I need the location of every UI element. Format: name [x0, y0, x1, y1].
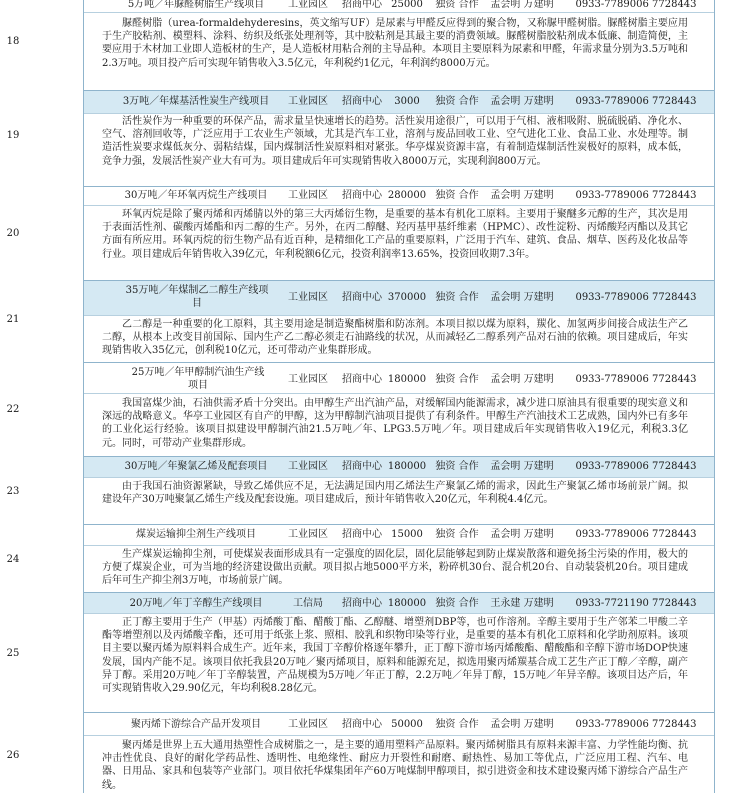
project-coop-type: 独资 合作 [435, 461, 479, 472]
project-20 [6, 186, 714, 280]
project-coop-type: 独资 合作 [435, 0, 479, 10]
project-phone: 0933-7789006 7728443 [575, 96, 697, 107]
project-name: 30万吨／年环氧丙烷生产线项目 [124, 190, 268, 201]
project-phone: 0933-7789006 7728443 [575, 529, 697, 540]
project-mode: 招商中心 [342, 529, 382, 540]
project-mode: 招商中心 [342, 719, 382, 730]
project-investment: 180000 [387, 374, 427, 385]
project-phone: 0933-7789006 7728443 [575, 719, 697, 730]
project-coop-type: 独资 合作 [435, 292, 479, 303]
project-21 [6, 280, 714, 362]
project-contact: 孟会明 万建明 [490, 374, 554, 385]
project-header [84, 524, 714, 546]
project-contact: 孟会明 万建明 [490, 292, 554, 303]
project-mode: 招商中心 [342, 374, 382, 385]
project-name: 3万吨／年煤基活性炭生产线项目 [122, 96, 270, 107]
project-description: 我国富煤少油，石油供需矛盾十分突出。由甲醇生产出汽油产品，对缓解国内能源需求，减少进口原油具有很重要的现实意义和深远的战略意义。华亭工业园区有自产的甲醇，这为甲醇制汽油项目提供了有利条件。甲醇生产汽油技术工艺成熟，国内外已有多年的工业化运行经验。该项目拟建设甲醇制汽油21.5万吨／年、LPG3.5万吨／年。项目建成后年实现销售收入19亿元，利税3.3亿元。同时，可带动产业集群形成。 [102, 398, 688, 449]
project-coop-type: 独资 合作 [435, 374, 479, 385]
project-number: 22 [6, 404, 20, 415]
project-number: 23 [6, 486, 20, 497]
project-header [84, 362, 714, 394]
project-contact: 王永建 万建明 [490, 598, 554, 609]
project-contact: 孟会明 万建明 [490, 0, 554, 10]
project-phone: 0933-7721190 7728443 [575, 598, 697, 609]
project-24 [6, 524, 714, 592]
project-number: 20 [6, 228, 20, 239]
project-name: 20万吨／年丁辛醇生产线项目 [129, 598, 263, 609]
project-header [84, 90, 714, 114]
project-number: 25 [6, 648, 20, 659]
project-coop-type: 独资 合作 [435, 529, 479, 540]
project-location: 工业园区 [288, 461, 328, 472]
project-18 [6, 0, 714, 87]
project-investment: 25000 [391, 0, 423, 10]
project-description: 环氧丙烷是除了聚丙烯和丙烯腈以外的第三大丙烯衍生物，是重要的基本有机化工原料。主要用于聚醚多元醇的生产，其次是用于表面活性剂、碳酸丙烯酯和丙二醇的生产。另外，在丙二醇醚、羟丙基甲基纤维素（HPMC）、改性淀粉、丙烯酸羟丙酯以及其它方面有所应用。环氧丙烷的衍生物产品有近百种，是精细化工产品的重要原料，广泛用于汽车、建筑、食品、烟草、医药及化妆品等行业。项目建成后年销售收入39亿元，年利税额6亿元，投资利润率13.65%，投资回收期7.3年。 [102, 209, 688, 260]
project-coop-type: 独资 合作 [435, 719, 479, 730]
project-description: 正丁醇主要用于生产（甲基）丙烯酸丁酯、醋酸丁酯、乙醇醚、增塑剂DBP等，也可作溶剂。辛醇主要用于生产邻苯二甲酸二辛酯等增塑剂以及丙烯酸辛酯，还可用于纸张上浆、照相、胶乳和织物印染等行业，是重要的基本有机化工原料和化学助剂原料。该项目主要以聚丙烯为原料料合成生产。近年来，我国丁辛醇价格逐年攀升，正丁醇下游市场丙烯酸酯、醋酸酯和辛醇下游市场DOP快速发展，国内产能不足。该项目依托我县20万吨／聚丙烯项目，原料和能源充足，拟选用聚丙烯羰基合成工艺生产正丁醇／辛醇，副产异丁醇。采用20万吨／年丁辛醇装置，产品规模为5万吨／年正丁醇，2.2万吨／年异丁醇，15万吨／年异辛醇。该项目达产后，年可实现销售收入29.90亿元，年均利税8.28亿元。 [102, 617, 688, 695]
project-description: 生产煤炭运输抑尘剂，可使煤炭表面形成具有一定强度的固化层，固化层能够起到防止煤炭散落和避免扬尘污染的作用，极大的方便了煤炭企业，可为当地的经济建设做出贡献。项目拟占地5000平方米，粉碎机30台、混合机20台、自动装袋机20台。项目建成后年可生产抑尘剂3万吨，市场前景广阔。 [102, 549, 688, 587]
project-header [84, 712, 714, 736]
project-number: 24 [6, 554, 20, 565]
project-location: 工业园区 [288, 529, 328, 540]
project-26 [6, 712, 714, 793]
project-location: 工业园区 [288, 190, 328, 201]
project-23 [6, 456, 714, 524]
project-location: 工业园区 [288, 0, 328, 10]
project-19 [6, 90, 714, 186]
project-number: 26 [6, 750, 20, 761]
project-description: 乙二醇是一种重要的化工原料，其主要用途是制造聚酯树脂和防冻剂。本项目拟以煤为原料，羰化、加氢两步间接合成法生产乙二醇，从根本上改变目前国际、国内生产乙二醇必须走石油路线的状况，从而减轻乙二醇系列产品对石油的依赖。项目建成后，年实现销售收入35亿元，创利税10亿元，还可带动产业集群形成。 [102, 319, 688, 357]
project-location: 工业园区 [288, 374, 328, 385]
project-name: 25万吨／年甲醇制汽油生产线项目 [131, 367, 265, 391]
project-investment: 50000 [391, 719, 423, 730]
project-header [84, 186, 714, 206]
project-investment: 3000 [394, 96, 420, 107]
project-location: 工业园区 [288, 96, 328, 107]
project-contact: 孟会明 万建明 [490, 719, 554, 730]
project-header [84, 280, 714, 316]
project-contact: 孟会明 万建明 [490, 461, 554, 472]
project-table [6, 0, 715, 793]
project-coop-type: 独资 合作 [435, 96, 479, 107]
project-mode: 招商中心 [342, 96, 382, 107]
project-coop-type: 独资 合作 [435, 190, 479, 201]
project-investment: 180000 [387, 598, 427, 609]
project-contact: 孟会明 万建明 [490, 96, 554, 107]
project-name: 30万吨／年聚氯乙烯及配套项目 [124, 461, 268, 472]
project-coop-type: 独资 合作 [435, 598, 479, 609]
project-number: 19 [6, 130, 20, 141]
project-location: 工业园区 [288, 719, 328, 730]
project-phone: 0933-7789006 7728443 [575, 0, 697, 10]
project-phone: 0933-7789006 7728443 [575, 374, 697, 385]
project-name: 聚丙烯下游综合产品开发项目 [131, 719, 261, 730]
project-number: 21 [6, 314, 20, 325]
project-contact: 孟会明 万建明 [490, 529, 554, 540]
project-description: 活性炭作为一种重要的环保产品，需求量呈快速增长的趋势。活性炭用途很广，可以用于气相、液相吸附、脱硫脱硝、净化水、空气、溶剂回收等，广泛应用于工农业生产领域，尤其是汽车工业，溶剂与废品回收工业、空气进化工业、食品工业、水处理等。制造活性炭要求煤低灰分、弱粘结煤，国内煤制活性炭原料相对紧张。华亭煤炭资源丰富，有着制造煤制活性炭极好的原料，成本低，竞争力强，发展活性炭产业大有可为。项目建成后年可实现销售收入8000万元，实现利润800万元。 [102, 116, 688, 167]
project-25 [6, 592, 714, 712]
project-phone: 0933-7789006 7728443 [575, 292, 697, 303]
project-description: 聚丙烯是世界上五大通用热塑性合成树脂之一，是主要的通用塑料产品原料。聚丙烯树脂具有原料来源丰富、力学性能均衡、抗冲击性优良、良好的耐化学药品性、透明性、电绝缘性、耐应力开裂性和耐磨、耐热性、易加工等优点，广泛应用工程、汽车、电器、日用品、家具和包装等产业部门。项目依托华煤集团年产60万吨煤制甲醇项目，拟引进资金和技术建设聚丙烯下游综合产品生产线。 [102, 740, 688, 791]
project-mode: 招商中心 [342, 598, 382, 609]
project-description: 由于我国石油资源紧缺，导致乙烯供应不足，无法满足国内用乙烯法生产聚氯乙烯的需求，因此生产聚氯乙烯市场前景广阔。拟建设年产30万吨聚氯乙烯生产线及配套设施。项目建成后，预计年销售收入20亿元，年利税4.4亿元。 [102, 481, 688, 506]
project-name: 煤炭运输抑尘剂生产线项目 [136, 529, 256, 540]
project-name: 35万吨／年煤制乙二醇生产线项目 [125, 285, 269, 309]
project-investment: 180000 [387, 461, 427, 472]
project-name: 5万吨／年脲醛树脂生产线项目 [127, 0, 265, 10]
project-header [84, 456, 714, 478]
project-mode: 招商中心 [342, 292, 382, 303]
project-contact: 孟会明 万建明 [490, 190, 554, 201]
project-phone: 0933-7789006 7728443 [575, 190, 697, 201]
project-mode: 招商中心 [342, 190, 382, 201]
project-investment: 15000 [391, 529, 423, 540]
project-description: 脲醛树脂（urea-formaldehyderesins，英文缩写UF）是尿素与甲醛反应得到的聚合物，又称脲甲醛树脂。脲醛树脂主要应用于生产胶粘剂、模塑料、涂料、纺织及纸张处理剂等，其中胶粘剂是其最主要的消费领域。脲醛树脂胶粘剂成本低廉、制造简便，主要应用于木材加工业即人造板材的生产，是人造板材用粘合剂的主导品种。本项目主要原料为尿素和甲醛，年需求量分别为3.5万吨和2.3万吨。项目投产后可实现年销售收入3.5亿元，年利税约1亿元，年利润约8000万元。 [102, 18, 688, 69]
project-number: 18 [6, 36, 20, 47]
project-header [84, 592, 714, 614]
project-investment: 280000 [387, 190, 427, 201]
project-header [84, 0, 714, 13]
project-mode: 招商中心 [342, 0, 382, 10]
project-location: 工信局 [293, 598, 323, 609]
project-investment: 370000 [387, 292, 427, 303]
project-location: 工业园区 [288, 292, 328, 303]
project-mode: 招商中心 [342, 461, 382, 472]
project-phone: 0933-7789006 7728443 [575, 461, 697, 472]
project-22 [6, 362, 714, 456]
